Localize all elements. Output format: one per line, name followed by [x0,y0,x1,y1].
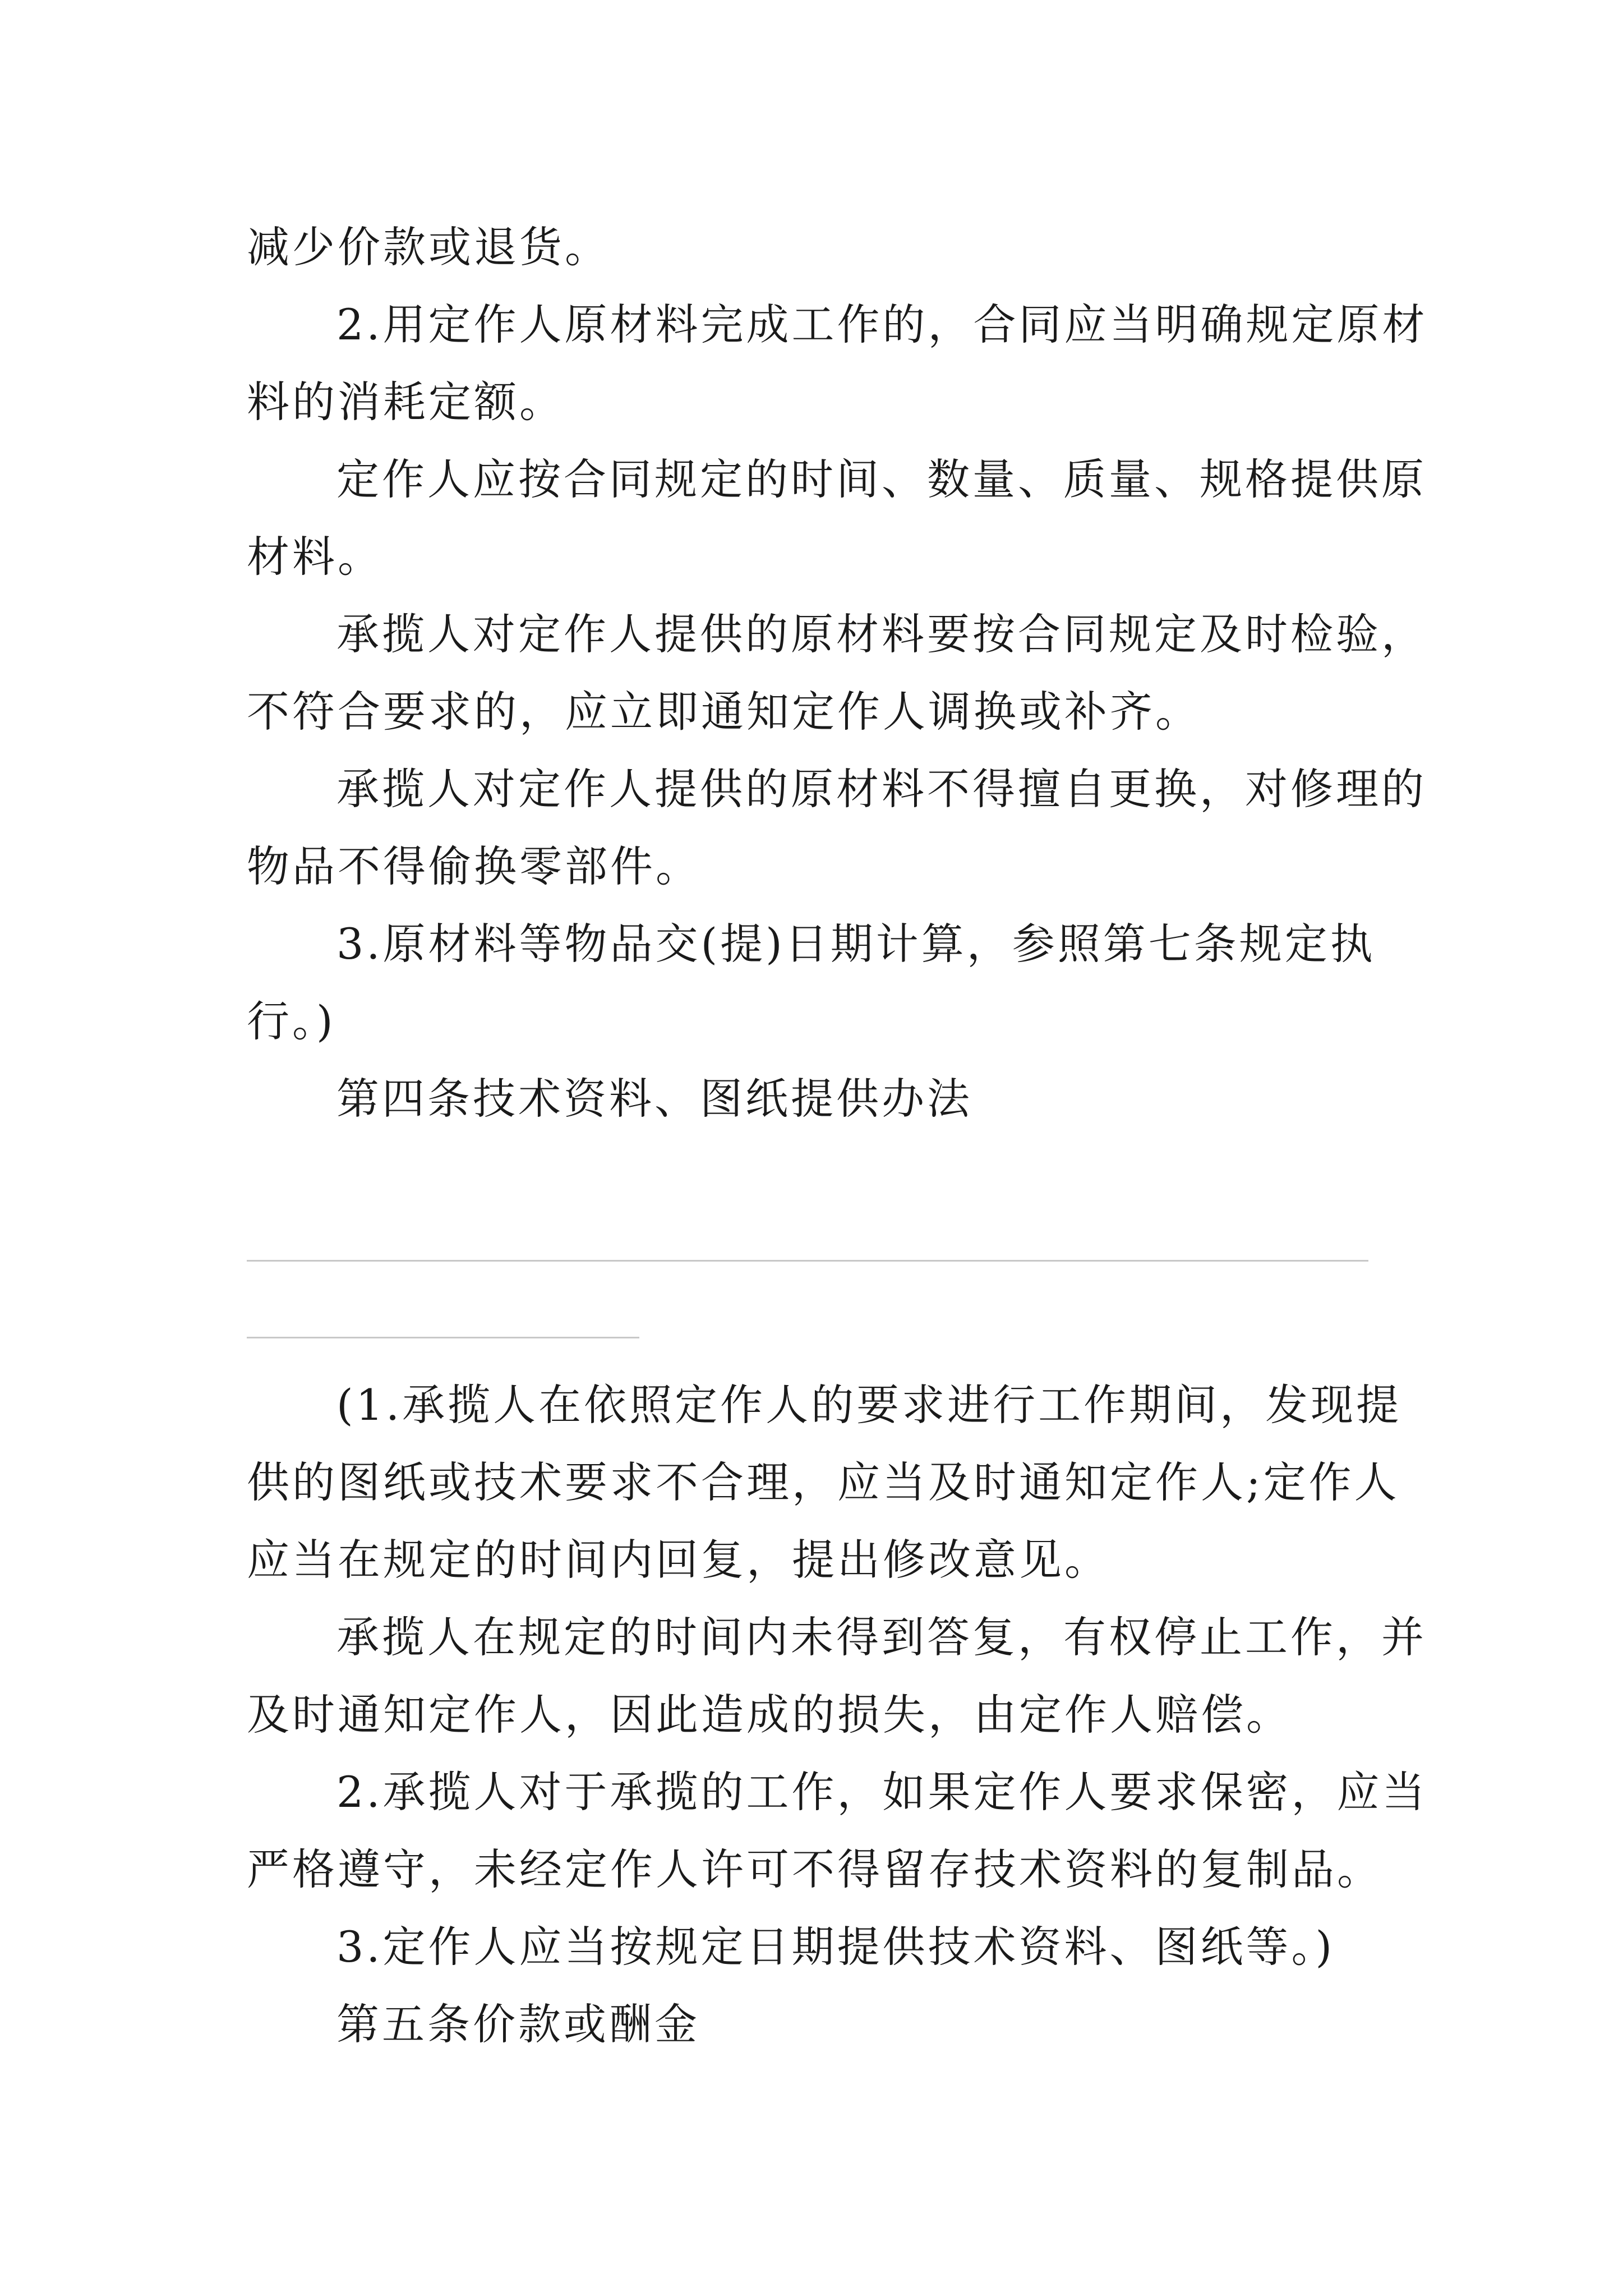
text-line: 3.原材料等物品交(提)日期计算，参照第七条规定执 [336,919,1376,969]
text-line: 材料。 [247,532,383,582]
text-line: 承揽人对定作人提供的原材料不得擅自更换，对修理的 [336,764,1427,814]
text-line: 减少价款或退货。 [247,222,610,272]
text-line: 2.承揽人对于承揽的工作，如果定作人要求保密，应当 [336,1767,1428,1817]
text-line: 3.定作人应当按规定日期提供技术资料、图纸等。) [336,1922,1335,1972]
fill-in-line [247,1337,639,1338]
text-block-lower [247,1366,1428,2063]
text-line: 及时通知定作人，因此造成的损失，由定作人赔偿。 [247,1690,1292,1740]
text-line: 不符合要求的，应立即通知定作人调换或补齐。 [247,687,1201,737]
text-block-upper [247,209,1428,1138]
text-line: 承揽人对定作人提供的原材料要按合同规定及时检验， [336,609,1427,659]
text-line: 料的消耗定额。 [247,377,565,427]
text-line: 应当在规定的时间内回复，提出修改意见。 [247,1535,1110,1585]
text-line: 2.用定作人原材料完成工作的，合同应当明确规定原材 [336,300,1428,349]
text-line: 行。) [247,996,336,1046]
text-line: 严格遵守，未经定作人许可不得留存技术资料的复制品。 [247,1844,1382,1894]
section-heading: 第四条技术资料、图纸提供办法 [336,1074,972,1124]
text-line: (1.承揽人在依照定作人的要求进行工作期间，发现提 [336,1380,1402,1430]
text-line: 定作人应按合同规定的时间、数量、质量、规格提供原 [336,454,1427,504]
text-line: 承揽人在规定的时间内未得到答复，有权停止工作，并 [336,1612,1427,1662]
text-line: 物品不得偷换零部件。 [247,841,701,891]
fill-in-line [247,1260,1368,1262]
section-heading: 第五条价款或酬金 [336,1999,700,2049]
text-line: 供的图纸或技术要求不合理，应当及时通知定作人;定作人 [247,1457,1400,1507]
